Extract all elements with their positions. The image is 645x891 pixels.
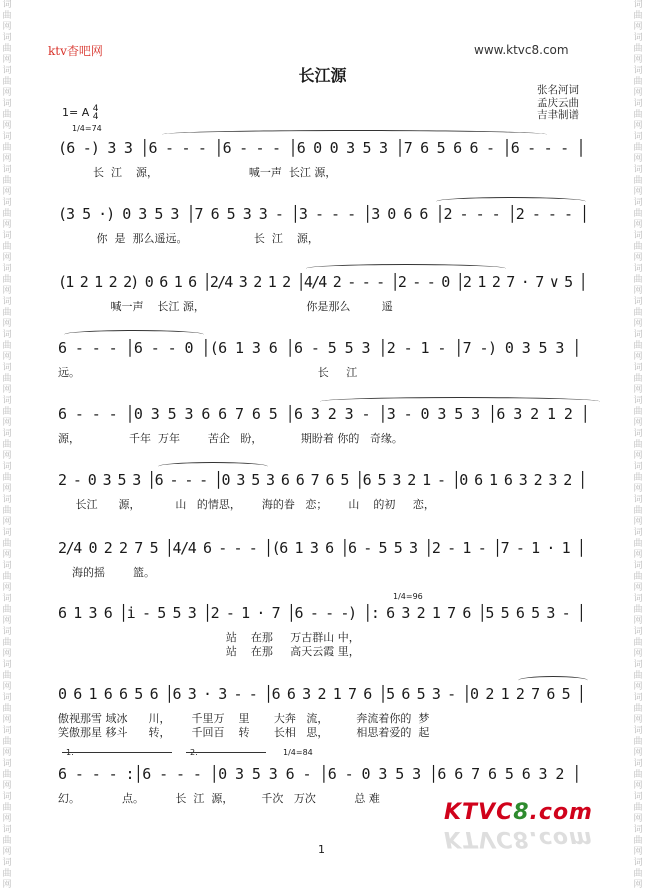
watermark-glyph: 曲 bbox=[633, 539, 643, 549]
watermark-glyph: 网 bbox=[633, 22, 643, 32]
watermark-glyph: 词 bbox=[2, 0, 12, 10]
watermark-glyph: 曲 bbox=[2, 671, 12, 681]
watermark-glyph: 词 bbox=[633, 231, 643, 241]
watermark-glyph: 网 bbox=[2, 616, 12, 626]
score-row-9 bbox=[58, 682, 592, 746]
watermark-glyph: 词 bbox=[2, 198, 12, 208]
watermark-glyph: 网 bbox=[2, 385, 12, 395]
watermark-glyph: 网 bbox=[2, 748, 12, 758]
notation-line: 6 - - - :│6 - - - │0 3 5 3 6 - │6 - 0 3 5 3 │6 6 7 6 5 6 3 2 │ bbox=[58, 765, 581, 783]
lyric-line: 你 是 那么遥远。 长 江 源， bbox=[58, 232, 319, 245]
watermark-glyph: 词 bbox=[633, 561, 643, 571]
watermark-glyph: 词 bbox=[633, 825, 643, 835]
key-signature bbox=[62, 105, 98, 121]
watermark-glyph: 曲 bbox=[633, 275, 643, 285]
watermark-glyph: 曲 bbox=[2, 77, 12, 87]
watermark-glyph: 曲 bbox=[633, 869, 643, 879]
watermark-glyph: 网 bbox=[2, 55, 12, 65]
song-title: 长江源 bbox=[298, 66, 347, 85]
watermark-glyph: 网 bbox=[2, 847, 12, 857]
watermark-glyph: 词 bbox=[633, 858, 643, 868]
watermark-glyph: 词 bbox=[633, 396, 643, 406]
watermark-glyph: 网 bbox=[633, 451, 643, 461]
lyric-line: 长江 源， 山 的情思， 海的眷 恋； 山 的初 恋， bbox=[58, 498, 435, 511]
site-name[interactable]: ktv杳吧网 bbox=[48, 44, 103, 58]
watermark-glyph: 词 bbox=[2, 363, 12, 373]
logo-text-a: KTVC bbox=[444, 800, 514, 825]
logo-text-c: .com bbox=[529, 800, 593, 825]
notation-line: (1 2 1 2 2) 0 6 1 6 │2/4 3 2 1 2 │4/4 2 - - - │2 - - 0 │2 1 2 7 · 7 ∨ 5 │ bbox=[58, 273, 586, 291]
watermark-glyph: 词 bbox=[2, 462, 12, 472]
second-ending: 2. bbox=[190, 748, 198, 757]
watermark-glyph: 词 bbox=[2, 429, 12, 439]
watermark-glyph: 曲 bbox=[633, 440, 643, 450]
watermark-glyph: 词 bbox=[633, 66, 643, 76]
watermark-glyph: 网 bbox=[2, 814, 12, 824]
watermark-glyph: 网 bbox=[633, 550, 643, 560]
watermark-glyph: 词 bbox=[2, 33, 12, 43]
watermark-glyph: 曲 bbox=[2, 143, 12, 153]
watermark-glyph: 词 bbox=[633, 528, 643, 538]
watermark-glyph: 网 bbox=[2, 352, 12, 362]
watermark-glyph: 曲 bbox=[633, 11, 643, 21]
watermark-glyph: 网 bbox=[2, 88, 12, 98]
watermark-glyph: 网 bbox=[633, 352, 643, 362]
score-row-5 bbox=[58, 402, 592, 452]
watermark-glyph: 曲 bbox=[2, 803, 12, 813]
lyric-line-verse-2: 笑傲那星 移斗 转， 千回百 转 长相 思， 相思着爱的 起 bbox=[58, 726, 430, 739]
watermark-glyph: 曲 bbox=[2, 605, 12, 615]
first-ending: 1. bbox=[66, 748, 74, 757]
key-label: 1= A bbox=[62, 106, 90, 119]
watermark-glyph: 网 bbox=[633, 319, 643, 329]
watermark-glyph: 网 bbox=[633, 121, 643, 131]
watermark-glyph: 曲 bbox=[633, 374, 643, 384]
watermark-glyph: 曲 bbox=[633, 671, 643, 681]
logo-reflection: KTVC8.com bbox=[444, 826, 593, 851]
watermark-glyph: 词 bbox=[633, 594, 643, 604]
watermark-glyph: 曲 bbox=[2, 539, 12, 549]
watermark-glyph: 网 bbox=[2, 187, 12, 197]
watermark-glyph: 网 bbox=[633, 682, 643, 692]
watermark-glyph: 曲 bbox=[2, 836, 12, 846]
watermark-glyph: 网 bbox=[633, 847, 643, 857]
watermark-glyph: 网 bbox=[633, 880, 643, 890]
watermark-glyph: 词 bbox=[2, 594, 12, 604]
watermark-glyph: 网 bbox=[2, 451, 12, 461]
watermark-glyph: 词 bbox=[633, 132, 643, 142]
watermark-glyph: 词 bbox=[633, 792, 643, 802]
notation-line: 6 1 3 6 │i - 5 5 3 │2 - 1 · 7 │6 - - -) │: 6 3 2 1 7 6 │5 5 6 5 3 - │ bbox=[58, 604, 585, 622]
lyric-line-verse-1: 站 在那 万古群山 中， bbox=[58, 631, 360, 644]
lyric-line: 长 江 源， 喊一声 长江 源， bbox=[58, 166, 337, 179]
watermark-glyph: 网 bbox=[2, 418, 12, 428]
watermark-glyph: 曲 bbox=[633, 572, 643, 582]
second-ending-bracket bbox=[186, 752, 266, 753]
watermark-glyph: 词 bbox=[2, 759, 12, 769]
tempo-marking-3: 1/4=84 bbox=[283, 748, 313, 757]
lyric-line: 幻。 点。 长 江 源， 千次 万次 总 难 bbox=[58, 792, 380, 805]
watermark-glyph: 曲 bbox=[2, 176, 12, 186]
watermark-glyph: 曲 bbox=[633, 506, 643, 516]
watermark-glyph: 网 bbox=[2, 121, 12, 131]
notation-line: 0 6 1 6 6 5 6 │6 3 · 3 - - │6 6 3 2 1 7 6 │5 6 5 3 - │0 2 1 2 7 6 5 │ bbox=[58, 685, 585, 703]
watermark-glyph: 词 bbox=[633, 627, 643, 637]
watermark-glyph: 曲 bbox=[633, 209, 643, 219]
first-ending-bracket bbox=[62, 752, 172, 753]
watermark-glyph: 词 bbox=[633, 759, 643, 769]
watermark-glyph: 曲 bbox=[633, 803, 643, 813]
watermark-glyph: 网 bbox=[2, 583, 12, 593]
watermark-glyph: 曲 bbox=[2, 704, 12, 714]
time-sig-top: 4 bbox=[92, 104, 99, 114]
score-row-6 bbox=[58, 468, 592, 518]
watermark-glyph: 网 bbox=[2, 253, 12, 263]
watermark-glyph: 曲 bbox=[2, 506, 12, 516]
watermark-glyph: 词 bbox=[633, 429, 643, 439]
watermark-glyph: 词 bbox=[2, 528, 12, 538]
watermark-glyph: 曲 bbox=[633, 737, 643, 747]
watermark-glyph: 词 bbox=[2, 627, 12, 637]
tempo-marking: 1/4=74 bbox=[72, 124, 102, 133]
tempo-marking-2: 1/4=96 bbox=[393, 592, 423, 601]
notation-line: (3 5 ·) 0 3 5 3 │7 6 5 3 3 - │3 - - - │3 0 6 6 │2 - - - │2 - - - │ bbox=[58, 205, 589, 223]
watermark-glyph: 网 bbox=[633, 154, 643, 164]
watermark-glyph: 网 bbox=[633, 814, 643, 824]
score-row-1 bbox=[58, 136, 592, 186]
watermark-column-left bbox=[0, 0, 14, 891]
watermark-glyph: 网 bbox=[2, 682, 12, 692]
lyric-line: 远。 长 江 bbox=[58, 366, 358, 379]
watermark-glyph: 曲 bbox=[633, 44, 643, 54]
watermark-glyph: 曲 bbox=[633, 836, 643, 846]
notation-line: (6 -) 3 3 │6 - - - │6 - - - │6 0 0 3 5 3 │7 6 5 6 6 - │6 - - - │ bbox=[58, 139, 585, 157]
watermark-glyph: 词 bbox=[2, 264, 12, 274]
score-row-7 bbox=[58, 536, 592, 586]
watermark-glyph: 网 bbox=[2, 649, 12, 659]
watermark-glyph: 词 bbox=[2, 693, 12, 703]
watermark-glyph: 词 bbox=[2, 792, 12, 802]
watermark-glyph: 词 bbox=[2, 132, 12, 142]
page-number: 1 bbox=[318, 843, 325, 856]
watermark-glyph: 词 bbox=[2, 66, 12, 76]
composer: 孟庆云曲 bbox=[537, 96, 579, 109]
lyric-line: 海的摇 篮。 bbox=[58, 566, 155, 579]
watermark-column-right bbox=[631, 0, 645, 891]
lyricist: 张名河词 bbox=[537, 84, 579, 96]
watermark-glyph: 词 bbox=[633, 0, 643, 10]
watermark-glyph: 词 bbox=[2, 660, 12, 670]
watermark-glyph: 网 bbox=[2, 781, 12, 791]
watermark-glyph: 曲 bbox=[2, 11, 12, 21]
watermark-glyph: 曲 bbox=[2, 44, 12, 54]
notation-line: 2/4 0 2 2 7 5 │4/4 6 - - - │(6 1 3 6 │6 - 5 5 3 │2 - 1 - │7 - 1 · 1 │ bbox=[58, 539, 585, 557]
watermark-glyph: 词 bbox=[633, 462, 643, 472]
watermark-glyph: 网 bbox=[633, 616, 643, 626]
watermark-glyph: 词 bbox=[2, 297, 12, 307]
lyric-line-verse-1: 傲视那雪 域冰 川， 千里万 里 大奔 流， 奔流着你的 梦 bbox=[58, 712, 430, 725]
notation-line: 2 - 0 3 5 3 │6 - - - │0 3 5 3 6 6 7 6 5 │6 5 3 2 1 - │0 6 1 6 3 2 3 2 │ bbox=[58, 471, 586, 489]
watermark-glyph: 词 bbox=[633, 264, 643, 274]
logo-text-b: 8 bbox=[513, 800, 530, 825]
watermark-glyph: 词 bbox=[2, 858, 12, 868]
watermark-glyph: 网 bbox=[2, 220, 12, 230]
time-sig-bottom: 4 bbox=[92, 112, 99, 122]
watermark-glyph: 曲 bbox=[633, 407, 643, 417]
watermark-glyph: 词 bbox=[2, 396, 12, 406]
watermark-glyph: 曲 bbox=[2, 869, 12, 879]
watermark-glyph: 曲 bbox=[633, 176, 643, 186]
watermark-glyph: 网 bbox=[633, 517, 643, 527]
lyric-line: 喊一声 长江 源， 你是那么 遥 bbox=[58, 300, 393, 313]
watermark-glyph: 词 bbox=[633, 297, 643, 307]
watermark-glyph: 网 bbox=[633, 649, 643, 659]
watermark-glyph: 词 bbox=[2, 726, 12, 736]
watermark-glyph: 词 bbox=[633, 33, 643, 43]
watermark-glyph: 曲 bbox=[2, 770, 12, 780]
watermark-glyph: 曲 bbox=[633, 704, 643, 714]
watermark-glyph: 网 bbox=[2, 517, 12, 527]
score-row-3 bbox=[58, 270, 592, 320]
score-row-2 bbox=[58, 202, 592, 252]
watermark-glyph: 曲 bbox=[633, 770, 643, 780]
watermark-glyph: 曲 bbox=[2, 440, 12, 450]
watermark-glyph: 网 bbox=[633, 583, 643, 593]
watermark-glyph: 曲 bbox=[633, 638, 643, 648]
watermark-glyph: 曲 bbox=[2, 308, 12, 318]
watermark-glyph: 曲 bbox=[2, 638, 12, 648]
credits bbox=[537, 84, 579, 122]
watermark-glyph: 网 bbox=[633, 220, 643, 230]
watermark-glyph: 词 bbox=[633, 495, 643, 505]
site-url[interactable]: www.ktvc8.com bbox=[474, 43, 569, 57]
lyric-line: 源， 千年 万年 苦企 盼， 期盼着 你的 奇缘。 bbox=[58, 432, 403, 445]
watermark-glyph: 网 bbox=[633, 418, 643, 428]
watermark-glyph: 词 bbox=[633, 198, 643, 208]
score-row-8 bbox=[58, 601, 592, 665]
watermark-glyph: 词 bbox=[633, 363, 643, 373]
watermark-glyph: 词 bbox=[633, 726, 643, 736]
watermark-glyph: 曲 bbox=[2, 374, 12, 384]
watermark-glyph: 曲 bbox=[633, 341, 643, 351]
watermark-glyph: 曲 bbox=[2, 209, 12, 219]
watermark-glyph: 词 bbox=[2, 99, 12, 109]
watermark-glyph: 网 bbox=[633, 484, 643, 494]
watermark-glyph: 网 bbox=[2, 22, 12, 32]
watermark-glyph: 网 bbox=[2, 550, 12, 560]
watermark-glyph: 曲 bbox=[2, 242, 12, 252]
watermark-glyph: 网 bbox=[633, 88, 643, 98]
watermark-glyph: 词 bbox=[633, 330, 643, 340]
watermark-glyph: 网 bbox=[2, 319, 12, 329]
score-row-4 bbox=[58, 336, 592, 386]
watermark-glyph: 词 bbox=[633, 693, 643, 703]
ktvc8-logo bbox=[444, 800, 593, 825]
watermark-glyph: 网 bbox=[633, 715, 643, 725]
watermark-glyph: 词 bbox=[633, 165, 643, 175]
watermark-glyph: 网 bbox=[633, 286, 643, 296]
watermark-glyph: 曲 bbox=[633, 77, 643, 87]
watermark-glyph: 曲 bbox=[633, 605, 643, 615]
watermark-glyph: 词 bbox=[2, 561, 12, 571]
watermark-glyph: 曲 bbox=[633, 473, 643, 483]
watermark-glyph: 曲 bbox=[633, 308, 643, 318]
watermark-glyph: 网 bbox=[2, 880, 12, 890]
watermark-glyph: 曲 bbox=[633, 110, 643, 120]
watermark-glyph: 网 bbox=[633, 253, 643, 263]
watermark-glyph: 曲 bbox=[2, 572, 12, 582]
lyric-line-verse-2: 站 在那 高天云霞 里， bbox=[58, 645, 360, 658]
watermark-glyph: 曲 bbox=[2, 110, 12, 120]
watermark-glyph: 词 bbox=[2, 330, 12, 340]
watermark-glyph: 词 bbox=[2, 495, 12, 505]
watermark-glyph: 网 bbox=[2, 484, 12, 494]
notation-line: 6 - - - │0 3 5 3 6 6 7 6 5 │6 3 2 3 - │3 - 0 3 5 3 │6 3 2 1 2 │ bbox=[58, 405, 590, 423]
watermark-glyph: 网 bbox=[633, 385, 643, 395]
watermark-glyph: 曲 bbox=[2, 275, 12, 285]
watermark-glyph: 词 bbox=[2, 231, 12, 241]
watermark-glyph: 曲 bbox=[2, 407, 12, 417]
watermark-glyph: 曲 bbox=[633, 242, 643, 252]
notation-line: 6 - - - │6 - - 0 │(6 1 3 6 │6 - 5 5 3 │2 - 1 - │7 -) 0 3 5 3 │ bbox=[58, 339, 581, 357]
watermark-glyph: 网 bbox=[2, 154, 12, 164]
watermark-glyph: 曲 bbox=[2, 737, 12, 747]
watermark-glyph: 网 bbox=[633, 781, 643, 791]
engraver: 吉聿制谱 bbox=[537, 109, 579, 121]
watermark-glyph: 网 bbox=[633, 187, 643, 197]
watermark-glyph: 词 bbox=[2, 825, 12, 835]
watermark-glyph: 网 bbox=[2, 286, 12, 296]
time-signature bbox=[93, 105, 99, 121]
watermark-glyph: 曲 bbox=[633, 143, 643, 153]
watermark-glyph: 网 bbox=[633, 748, 643, 758]
watermark-glyph: 词 bbox=[633, 99, 643, 109]
watermark-glyph: 网 bbox=[2, 715, 12, 725]
watermark-glyph: 词 bbox=[2, 165, 12, 175]
watermark-glyph: 曲 bbox=[2, 341, 12, 351]
watermark-glyph: 曲 bbox=[2, 473, 12, 483]
watermark-glyph: 词 bbox=[633, 660, 643, 670]
watermark-glyph: 网 bbox=[633, 55, 643, 65]
